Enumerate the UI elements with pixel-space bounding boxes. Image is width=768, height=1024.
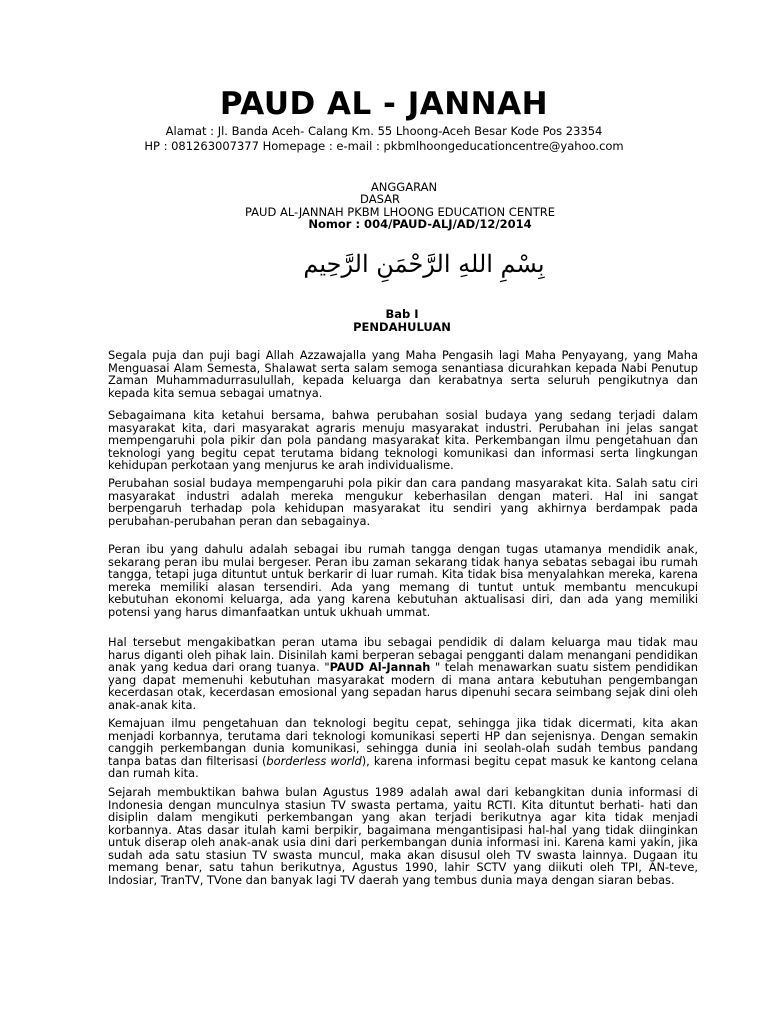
chapter-title: PENDAHULUAN [353,320,451,334]
paragraph-5-part-b: " telah menawarkan suatu sistem pendidikan yang dapat memenuhi kebutuhan masyarakat modern di mana antara kebutuhan pengembangan kecerdasan otak, kecerdasan emosional yang sepadan harus dipenuhi secara seimbang sejak dini oleh anak-anak kita. [108,660,699,712]
doc-heading-line-1: ANGGARAN [370,180,438,194]
paragraph-5 [108,636,698,711]
paragraph-6-italic-term: borderless world [266,753,362,768]
paragraph-2: Sebagaimana kita ketahui bersama, bahwa perubahan sosial budaya yang sedang terjadi dalam masyarakat kita, dari masyarakat agraris menuju masyarakat industri. Perubahan ini jelas sangat mempengaruhi pola pikir dan pola pandang masyarakat kita. Perkembangan ilmu pengetahuan dan teknologi yang begitu cepat terutama bidang teknologi komunikasi dan informasi serta lingkungan kehidupan perkotaan yang menjurus ke arah individualisme. [108,408,698,472]
school-address: Alamat : Jl. Banda Aceh- Calang Km. 55 Lhoong-Aceh Besar Kode Pos 23354 [165,124,603,138]
paragraph-3: Perubahan sosial budaya mempengaruhi pola pikir dan cara pandang masyarakat kita. Salah satu ciri masyarakat industri adalah mereka mengukur keberhasilan dengan materi. Hal ini sangat berpengaruh terhadap pola kehidupan masyarakat itu sendiri yang akhirnya berdampak pada perubahan-perubahan peran dan sebagainya. [108,476,698,528]
chapter-number: Bab I [385,307,419,321]
paragraph-6-part-b: ), karena informasi begitu cepat masuk ke kantong celana dan rumah kita. [108,753,699,780]
school-title: PAUD AL - JANNAH [219,86,549,122]
paragraph-6-part-a: Kemajuan ilmu pengetahuan dan teknologi begitu cepat, sehingga jika tidak dicermati, kita akan menjadi korbannya, terutama dari teknologi komunikasi seperti HP dan sejenisnya. Dengan semakin canggih perkembangan dunia komunikasi, sehingga dunia ini seolah-olah sudah tembus pandang tanpa batas dan filterisasi ( [108,716,698,768]
paragraph-5-part-a: Hal tersebut mengakibatkan peran utama ibu sebagai pendidik di dalam keluarga mau tidak mau harus diganti oleh pihak lain. Disinilah kami berperan sebagai pengganti dalam menangani pendidikan anak yang kedua dari orang tuanya. " [108,635,698,674]
paragraph-1: Segala puja dan puji bagi Allah Azzawajalla yang Maha Pengasih lagi Maha Penyayang, yang Maha Menguasai Alam Semesta, Shalawat serta salam semoga senantiasa dicurahkan kepada Nabi Penutup Zaman Muhammadurrasulullah, kepada keluarga dan kerabatnya serta seluruh pengikutnya dan kepada kita semua sebagai umatnya. [108,348,698,400]
paragraph-6 [108,717,698,780]
doc-heading-line-3: PAUD AL-JANNAH PKBM LHOONG EDUCATION CENTRE [244,205,555,219]
school-contact: HP : 081263007377 Homepage : e-mail : pkbmlhoongeducationcentre@yahoo.com [144,139,624,153]
paragraph-7: Sejarah membuktikan bahwa bulan Agustus 1989 adalah awal dari kebangkitan dunia informasi di Indonesia dengan munculnya stasiun TV swasta pertama, yaitu RCTI. Kita dituntut berhati- hati dan disiplin dalam mengikuti perkembangan yang akan terjadi berikutnya agar kita tidak menjadi korbannya. Atas dasar itulah kami berpikir, bagaimana mengantisipasi hal-hal yang tidak diinginkan untuk diserap oleh anak-anak usia dini dari perkembangan dunia informasi ini. Karena kami yakin, jika sudah ada satu stasiun TV swasta muncul, maka akan disusul oleh TV swasta lainnya. Dugaan itu memang benar, satu tahun berikutnya, Agustus 1990, lahir SCTV yang diikuti oleh TPI, AN-teve, Indosiar, TranTV, TVone dan banyak lagi TV daerah yang tembus dunia maya dengan siaran bebas. [108,785,698,887]
paragraph-5-school-name: PAUD Al-Jannah [329,660,431,674]
paragraph-4: Peran ibu yang dahulu adalah sebagai ibu rumah tangga dengan tugas utamanya mendidik anak, sekarang peran ibu mulai bergeser. Peran ibu zaman sekarang tidak hanya sebatas sebagai ibu rumah tangga, tetapi juga dituntut untuk berkarir di luar rumah. Kita tidak bisa menyalahkan mereka, karena mereka memiliki alasan tersendiri. Ada yang memang di tuntut untuk membantu mencukupi kebutuhan ekonomi keluarga, ada yang karena kebutuhan aktualisasi diri, dan ada yang memiliki potensi yang harus dimanfaatkan untuk ukhuah ummat. [108,542,698,619]
basmalah-calligraphy: بِسْمِ اللهِ الرَّحْمَنِ الرَّحِيم [303,250,545,278]
doc-number: Nomor : 004/PAUD-ALJ/AD/12/2014 [308,217,532,231]
doc-heading-line-2: DASAR [360,192,400,206]
